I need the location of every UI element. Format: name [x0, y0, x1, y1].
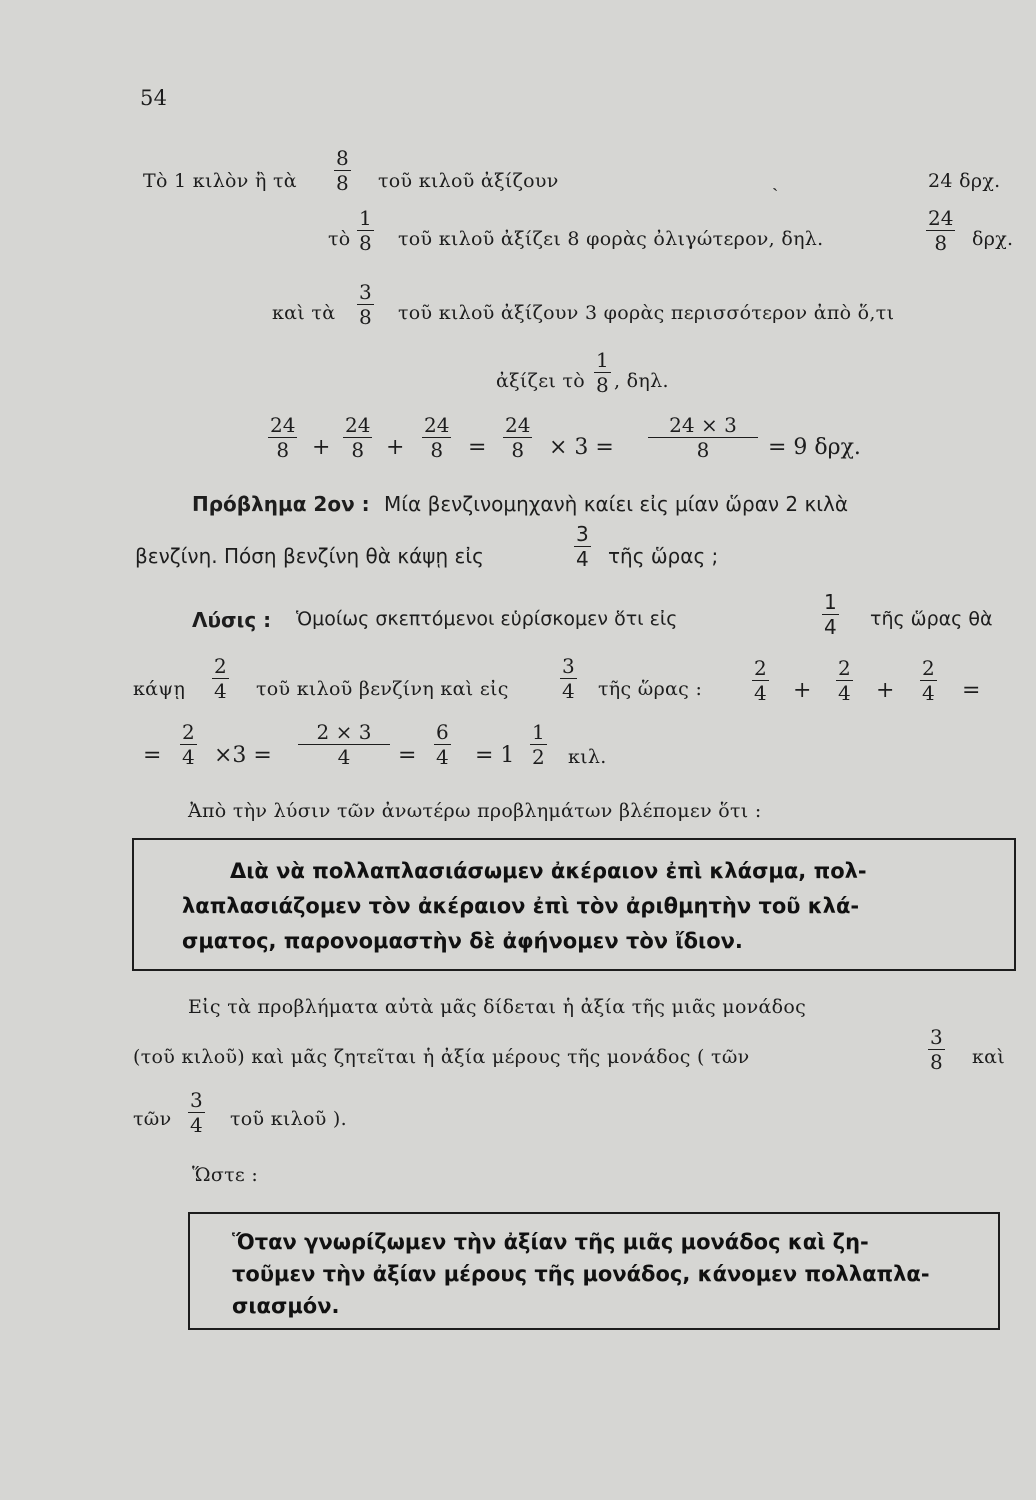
rule2-line-1: Ὅταν γνωρίζωμεν τὴν ἀξίαν τῆς μιᾶς μονάδος καὶ ζη-: [232, 1230, 869, 1254]
solution-text-1b: τῆς ὥρας θὰ: [870, 608, 993, 630]
line1-fraction: 8 8: [336, 146, 349, 195]
rule1-line-1: Διὰ νὰ πολλαπλασιάσωμεν ἀκέραιον ἐπὶ κλάσμα, πολ-: [230, 859, 867, 883]
problem2-text-2a: βενζίνη. Πόση βενζίνη θὰ κάψῃ εἰς: [135, 544, 484, 568]
solution-sum-plus-1: +: [793, 678, 812, 703]
line2-text-a: τὸ: [328, 228, 351, 250]
rule2-line-3: σιασμόν.: [232, 1294, 340, 1318]
eq2-times: ×3 =: [214, 743, 272, 768]
line1-text-b: τοῦ κιλοῦ ἀξίζουν: [378, 170, 559, 192]
paragraph-line-1: Εἰς τὰ προβλήματα αὐτὰ μᾶς δίδεται ἡ ἀξία τῆς μιᾶς μονάδος: [188, 996, 807, 1018]
eq2-equals-0: =: [143, 743, 162, 768]
rule2-line-2: τοῦμεν τὴν ἀξίαν μέρους τῆς μονάδος, κάνομεν πολλαπλα-: [232, 1262, 930, 1286]
solution-text-1a: Ὁμοίως σκεπτόμενοι εὑρίσκομεν ὅτι εἰς: [296, 608, 678, 630]
line4-fraction: 1 8: [596, 348, 609, 397]
problem2-text-1: Μία βενζινομηχανὴ καίει εἰς μίαν ὥραν 2 κιλὰ: [384, 492, 849, 516]
rule1-line-3: σματος, παρονομαστὴν δὲ ἀφήνομεν τὸν ἴδιον.: [182, 929, 743, 953]
solution-text-2b: τοῦ κιλοῦ βενζίνη καὶ εἰς: [256, 678, 509, 700]
line4-text-a: ἀξίζει τὸ: [496, 370, 586, 392]
eq2-frac-3: 6 4: [436, 720, 449, 769]
eq1-plus-2: +: [386, 435, 405, 460]
line2-text-b: τοῦ κιλοῦ ἀξίζει 8 φορὰς ὀλιγώτερον, δηλ.: [398, 228, 824, 250]
eq2-equals-2: =: [398, 743, 417, 768]
eq2-unit: κιλ.: [568, 746, 607, 768]
solution-label: Λύσις :: [192, 608, 272, 632]
line2-unit: δρχ.: [972, 228, 1014, 250]
rule1-line-2: λαπλασιάζομεν τὸν ἀκέραιον ἐπὶ τὸν ἀριθμητὴν τοῦ κλά-: [182, 894, 860, 918]
solution-text-2a: κάψῃ: [133, 678, 186, 700]
eq1-frac-1: 24 8: [270, 413, 296, 462]
line1-mark: ˎ: [772, 170, 779, 192]
rule-box-1: [132, 838, 1016, 971]
paragraph-line-2a: (τοῦ κιλοῦ) καὶ μᾶς ζητεῖται ἡ ἀξία μέρους τῆς μονάδος ( τῶν: [133, 1046, 750, 1068]
solution-sum-frac-2: 2 4: [838, 656, 851, 705]
line3-text-b: τοῦ κιλοῦ ἀξίζουν 3 φορὰς περισσότερον ἀπὸ ὅ,τι: [398, 302, 895, 324]
problem2-fraction: 3 4: [576, 522, 589, 571]
line3-text-a: καὶ τὰ: [272, 302, 336, 324]
solution-sum-frac-3: 2 4: [922, 656, 935, 705]
eq2-frac-2: 2 × 3 4: [298, 722, 390, 767]
problem2-text-2b: τῆς ὥρας ;: [608, 544, 719, 568]
eq1-equals-1: =: [468, 435, 487, 460]
solution-sum-equals: =: [962, 678, 981, 703]
solution-text-2c: τῆς ὥρας :: [598, 678, 703, 700]
eq1-result: = 9 δρχ.: [768, 435, 861, 460]
hoste-text: Ὥστε :: [192, 1164, 259, 1186]
solution-fraction-2: 2 4: [214, 654, 227, 703]
solution-fraction-3: 3 4: [562, 654, 575, 703]
solution-fraction-1: 1 4: [824, 590, 837, 639]
paragraph-fraction-1: 3 8: [930, 1025, 943, 1074]
eq1-frac-2: 24 8: [345, 413, 371, 462]
paragraph-line-3b: τοῦ κιλοῦ ).: [230, 1108, 347, 1130]
line2-fraction: 1 8: [359, 206, 372, 255]
paragraph-line-2b: καὶ: [972, 1046, 1006, 1068]
paragraph-fraction-2: 3 4: [190, 1088, 203, 1137]
eq1-frac-3: 24 8: [424, 413, 450, 462]
eq2-frac-4: 1 2: [532, 720, 545, 769]
line3-fraction: 3 8: [359, 280, 372, 329]
eq1-frac-4: 24 8: [505, 413, 531, 462]
solution-sum-frac-1: 2 4: [754, 656, 767, 705]
line4-text-b: , δηλ.: [614, 370, 669, 392]
problem2-label: Πρόβλημα 2ον :: [192, 492, 370, 516]
page-number: 54: [140, 86, 168, 110]
eq1-times: × 3 =: [549, 435, 614, 460]
eq1-plus-1: +: [312, 435, 331, 460]
eq2-equals-3: = 1: [475, 743, 515, 768]
eq1-frac-5: 24 × 3 8: [648, 415, 758, 460]
rule-box-2: [188, 1212, 1000, 1330]
paragraph-line-3a: τῶν: [133, 1108, 172, 1130]
eq2-frac-1: 2 4: [182, 720, 195, 769]
solution-sum-plus-2: +: [876, 678, 895, 703]
conclusion-intro: Ἀπὸ τὴν λύσιν τῶν ἀνωτέρω προβλημάτων βλέπομεν ὅτι :: [188, 800, 762, 822]
line1-text-a: Τὸ 1 κιλὸν ἢ τὰ: [143, 170, 297, 192]
line1-price: 24 δρχ.: [928, 170, 1001, 192]
line2-result-fraction: 24 8: [928, 206, 954, 255]
